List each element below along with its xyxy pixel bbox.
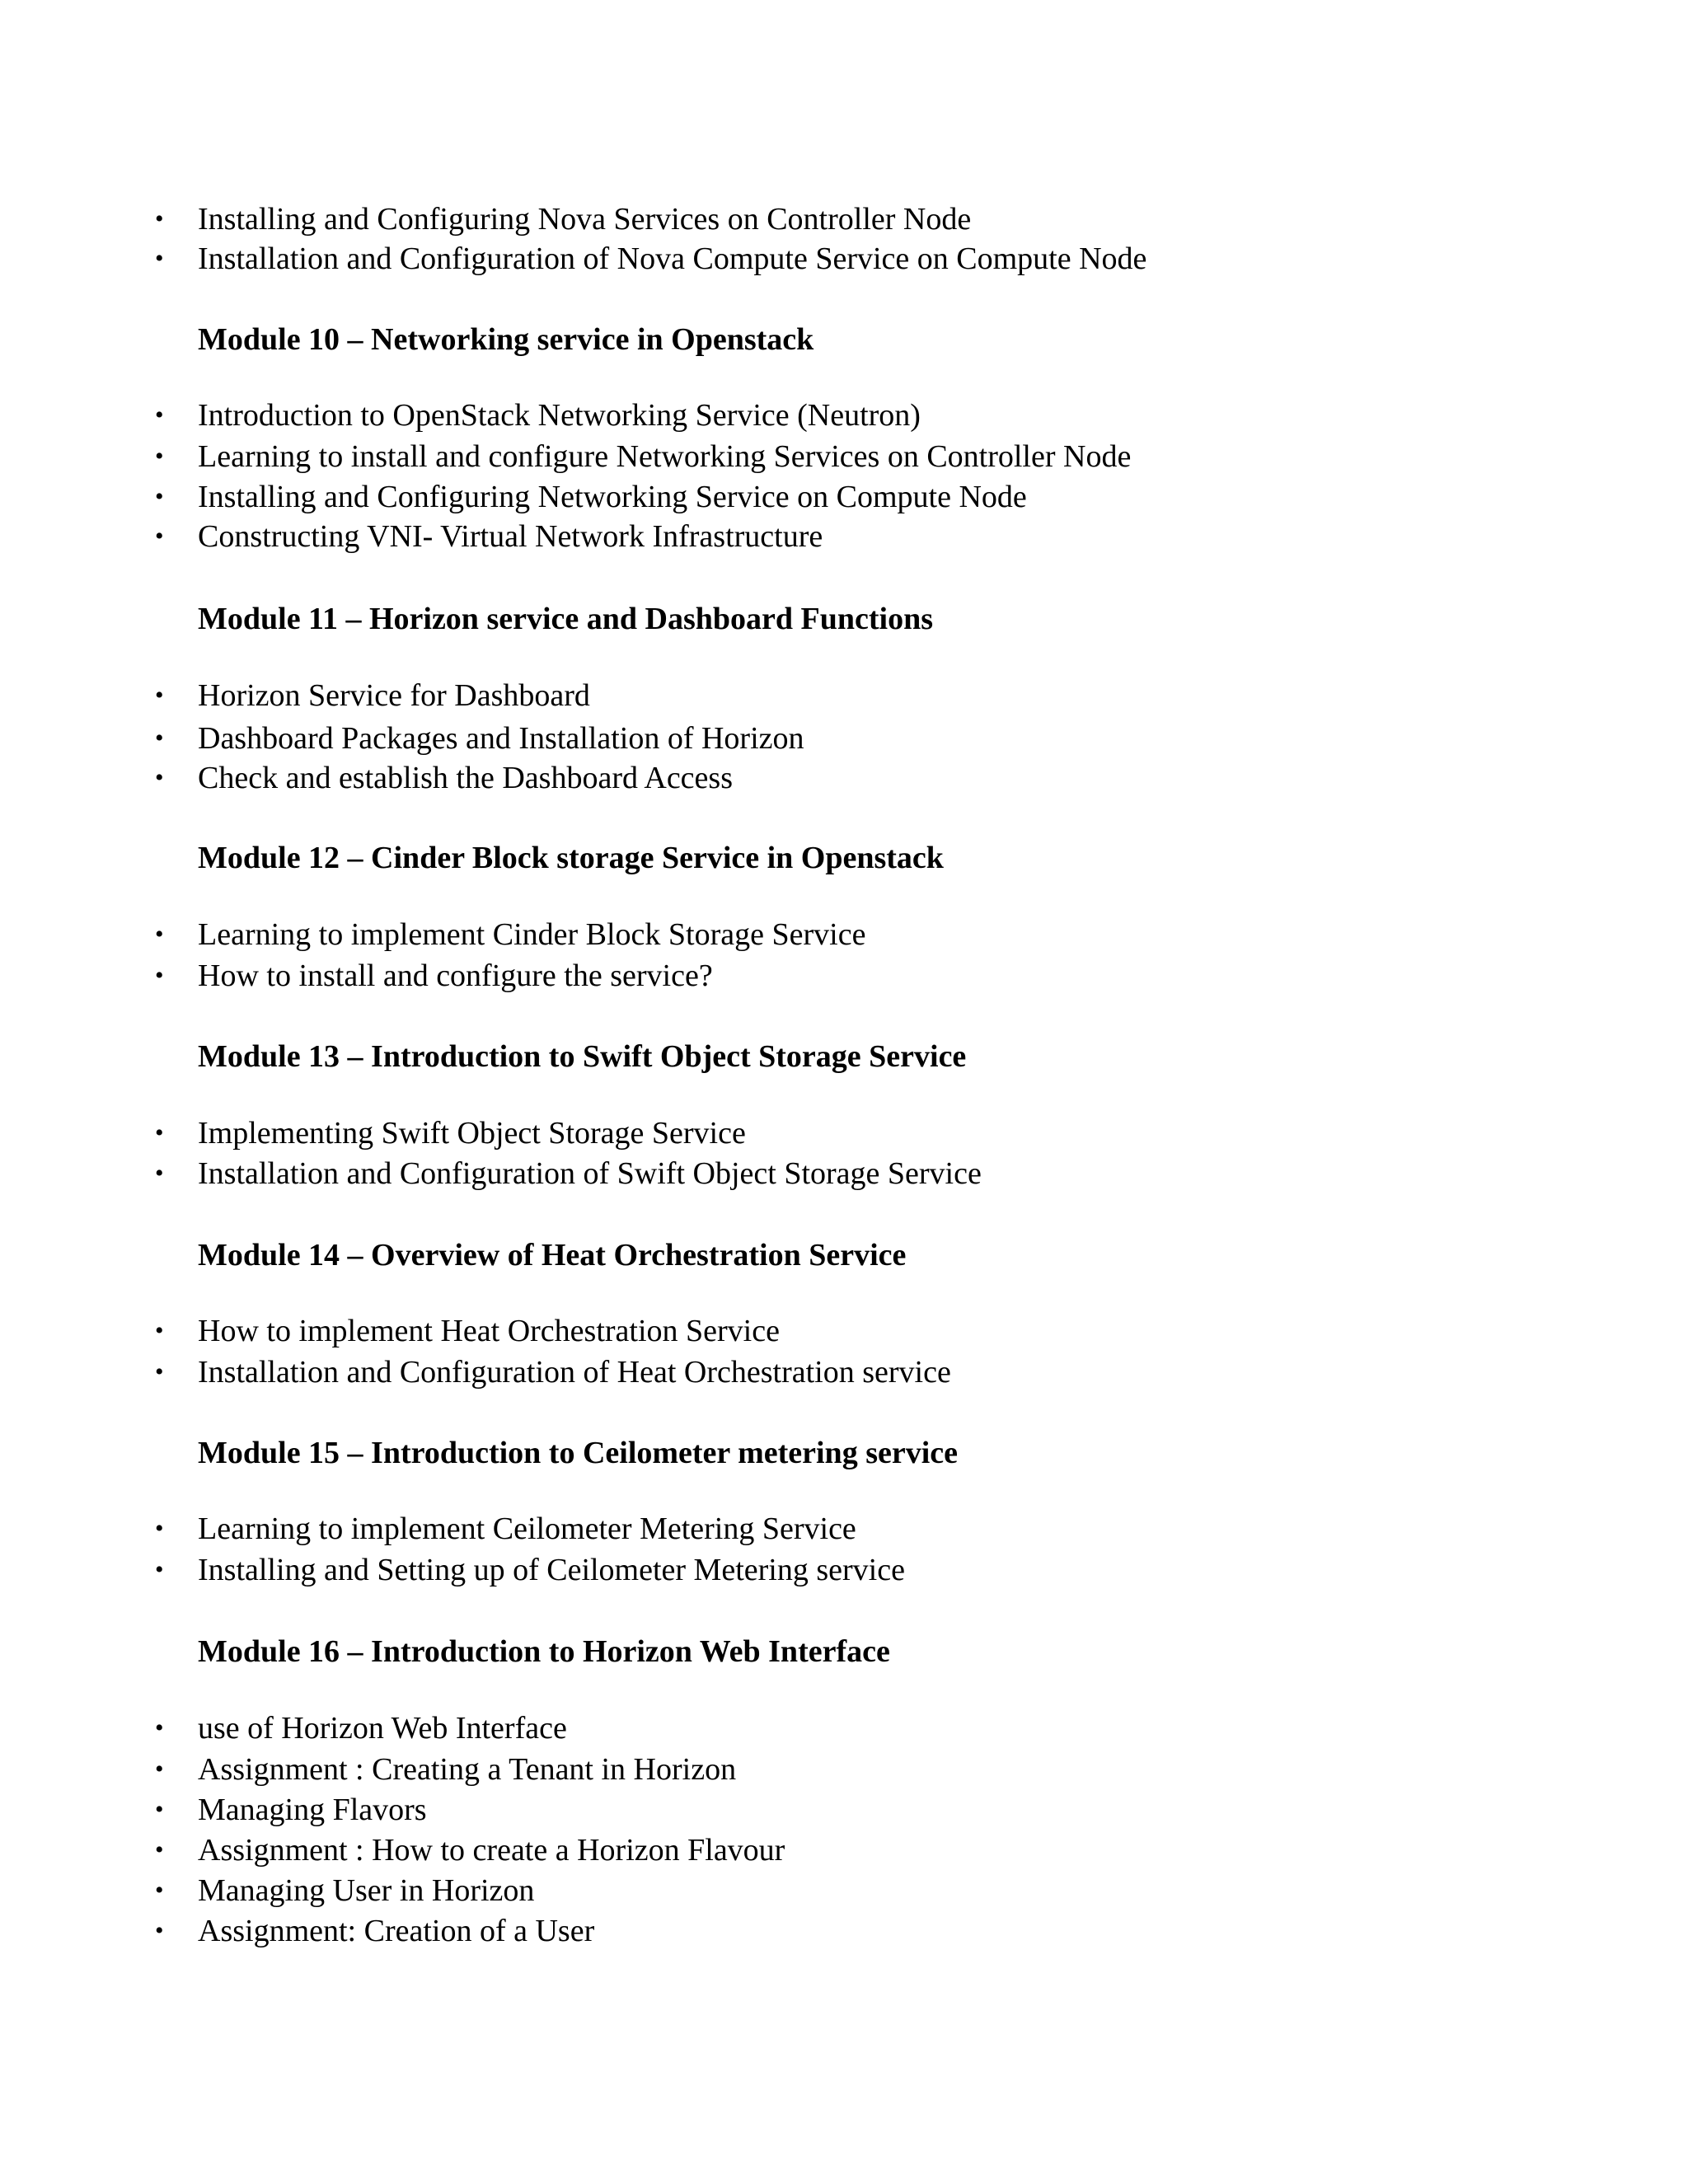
list-item: • Horizon Service for Dashboard	[155, 678, 590, 713]
bullet-icon: •	[155, 1119, 164, 1146]
list-item: • Installing and Configuring Nova Services on Controller Node	[155, 202, 972, 237]
bullet-icon: •	[155, 1836, 164, 1863]
section-heading: Module 15 – Introduction to Ceilometer metering service	[198, 1436, 959, 1470]
bullet-icon: •	[155, 764, 164, 791]
bullet-icon: •	[155, 1714, 164, 1741]
list-item: • Learning to implement Cinder Block Storage Service	[155, 917, 866, 952]
section-heading: Module 16 – Introduction to Horizon Web Interface	[198, 1634, 890, 1669]
list-item: • Installing and Configuring Networking Service on Compute Node	[155, 480, 1027, 514]
section-heading: Module 14 – Overview of Heat Orchestration Service	[198, 1238, 907, 1272]
bullet-icon: •	[155, 443, 164, 470]
list-item: • Installation and Configuration of Nova Compute Service on Compute Node	[155, 241, 1147, 276]
bullet-icon: •	[155, 1515, 164, 1542]
section-heading: Module 10 – Networking service in Openstack	[198, 322, 814, 357]
list-item: • How to install and configure the service?	[155, 958, 713, 993]
bullet-icon: •	[155, 1556, 164, 1583]
list-item: • Installation and Configuration of Heat Orchestration service	[155, 1355, 951, 1390]
list-item: • Managing Flavors	[155, 1793, 427, 1827]
bullet-icon: •	[155, 1317, 164, 1344]
bullet-icon: •	[155, 1917, 164, 1944]
bullet-icon: •	[155, 962, 164, 989]
bullet-icon: •	[155, 1796, 164, 1823]
list-item: • Constructing VNI- Virtual Network Infrastructure	[155, 519, 823, 554]
bullet-icon: •	[155, 483, 164, 510]
list-item: • Managing User in Horizon	[155, 1873, 535, 1908]
list-item: • Assignment : Creating a Tenant in Horizon	[155, 1752, 737, 1787]
list-item: • Installation and Configuration of Swift Object Storage Service	[155, 1156, 982, 1191]
section-heading: Module 13 – Introduction to Swift Object Storage Service	[198, 1039, 967, 1074]
list-item: • Assignment : How to create a Horizon Flavour	[155, 1833, 785, 1868]
list-item: • use of Horizon Web Interface	[155, 1711, 567, 1746]
list-item: • How to implement Heat Orchestration Service	[155, 1314, 780, 1348]
bullet-icon: •	[155, 523, 164, 550]
bullet-icon: •	[155, 724, 164, 752]
list-item: • Installing and Setting up of Ceilometer Metering service	[155, 1553, 905, 1587]
list-item: • Learning to implement Ceilometer Metering Service	[155, 1511, 856, 1546]
list-item: • Learning to install and configure Networking Services on Controller Node	[155, 439, 1132, 474]
bullet-icon: •	[155, 245, 164, 272]
list-item: • Introduction to OpenStack Networking Service (Neutron)	[155, 398, 921, 433]
bullet-icon: •	[155, 1160, 164, 1187]
bullet-icon: •	[155, 921, 164, 948]
list-item: • Check and establish the Dashboard Access	[155, 761, 733, 795]
bullet-icon: •	[155, 1358, 164, 1385]
bullet-icon: •	[155, 205, 164, 232]
list-item: • Dashboard Packages and Installation of Horizon	[155, 721, 804, 756]
bullet-icon: •	[155, 1755, 164, 1783]
bullet-icon: •	[155, 1877, 164, 1904]
section-heading: Module 12 – Cinder Block storage Service in Openstack	[198, 841, 944, 875]
bullet-icon: •	[155, 682, 164, 709]
list-item: • Assignment: Creation of a User	[155, 1914, 595, 1948]
list-item: • Implementing Swift Object Storage Service	[155, 1116, 746, 1151]
section-heading: Module 11 – Horizon service and Dashboard Functions	[198, 602, 933, 636]
bullet-icon: •	[155, 401, 164, 429]
